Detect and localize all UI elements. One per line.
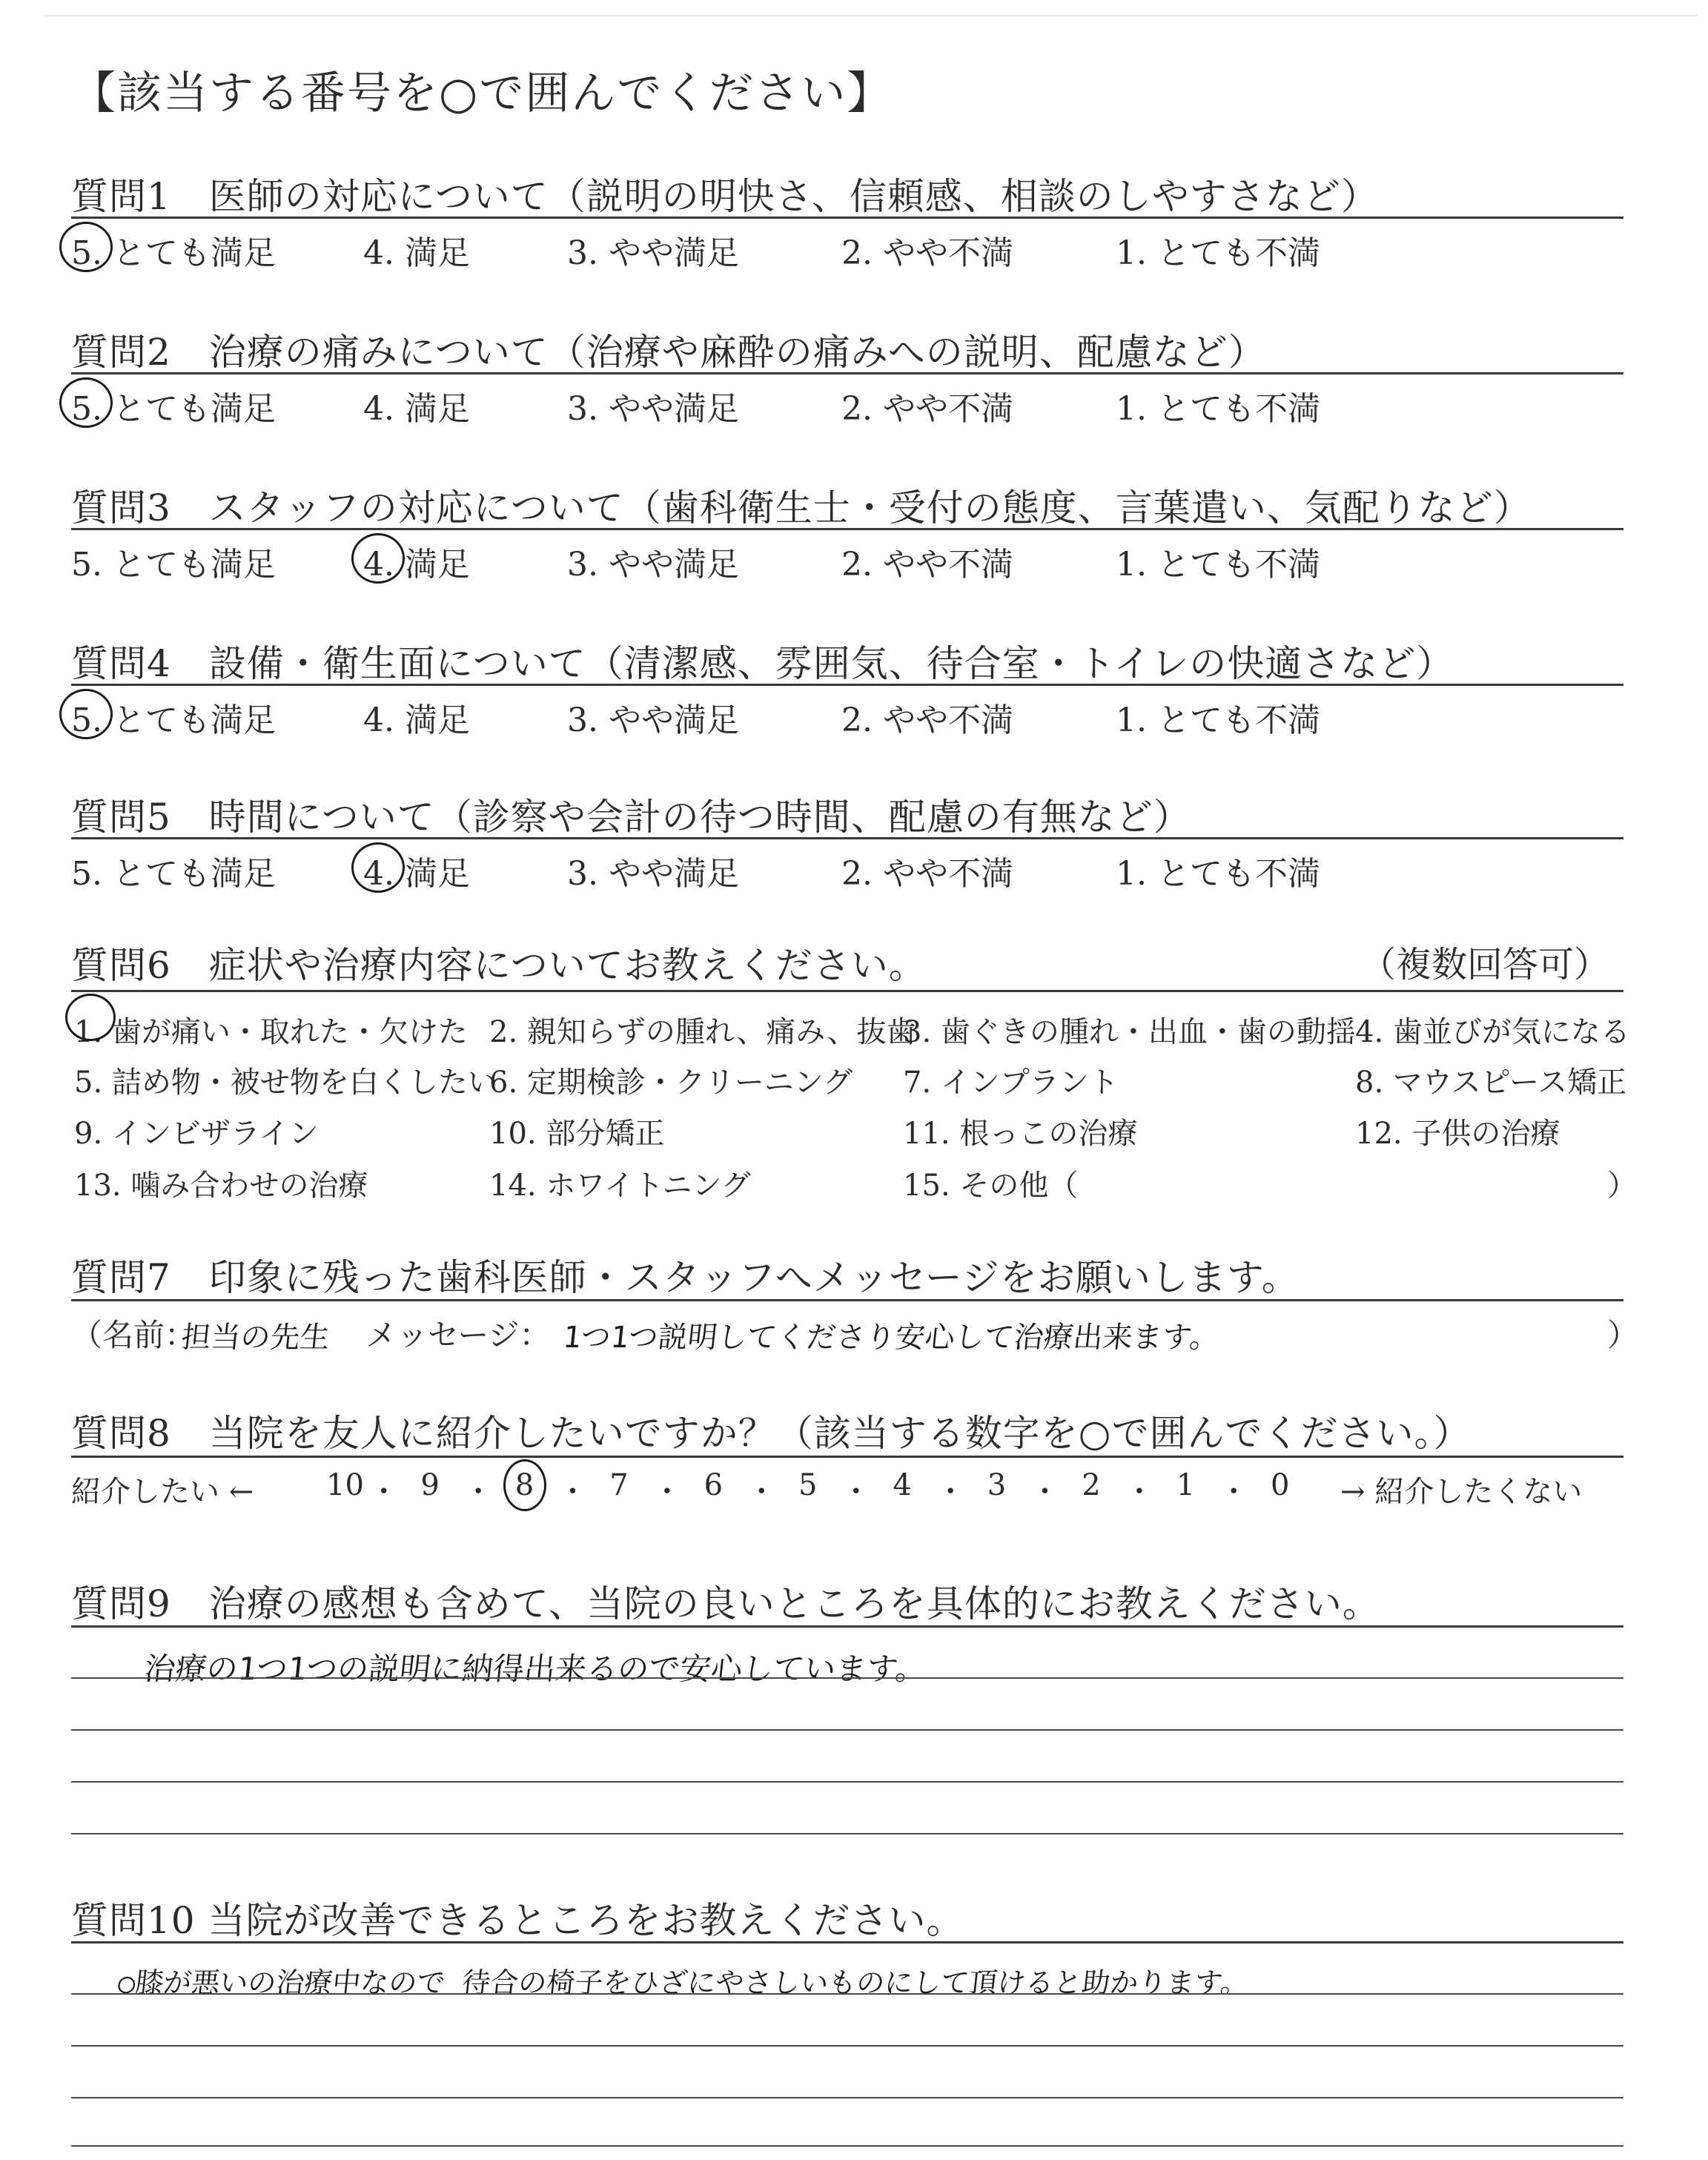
q6-option-11: 11. 根っこの治療	[903, 1117, 1138, 1151]
q6-underline	[71, 990, 1623, 992]
q2-option-3: 3. やや満足	[567, 390, 739, 428]
q10-answer-line-3	[71, 2097, 1623, 2098]
q6-option-6: 6. 定期検診・クリーニング	[489, 1066, 853, 1100]
q10-answer-line-1	[71, 1993, 1623, 1995]
q1-option-4: 4. 満足	[363, 234, 470, 272]
q5-option-5: 5. とても満足	[71, 855, 276, 893]
q8-separator-3: ・	[557, 1475, 588, 1509]
q9-answer-handwritten: 治療の1つ1つの説明に納得出来るので安心しています。	[142, 1651, 929, 1687]
q10-title: 質問10 当院が改善できるところをお教えください。	[71, 1899, 964, 1942]
q6-title: 質問6 症状や治療内容についてお教えください。	[71, 944, 927, 987]
q6-option-8: 8. マウスピース矯正	[1355, 1066, 1627, 1100]
q8-separator-8: ・	[1030, 1475, 1060, 1509]
q6-option-5: 5. 詰め物・被せ物を白くしたい	[74, 1066, 497, 1100]
q8-scale-9: 9	[420, 1468, 440, 1502]
q2-option-5: 5. とても満足	[71, 390, 276, 428]
q6-option-10: 10. 部分矯正	[489, 1117, 665, 1151]
q9-answer-line-4	[71, 1833, 1623, 1834]
q3-selection-circle	[351, 533, 405, 584]
q1-option-3: 3. やや満足	[567, 234, 739, 272]
q6-option-12: 12. 子供の治療	[1355, 1117, 1560, 1151]
q8-right-label: → 紹介したくない	[1340, 1475, 1583, 1509]
q6-option-9: 9. インビザライン	[74, 1117, 319, 1151]
q6-option-2: 2. 親知らずの腫れ、痛み、抜歯	[489, 1015, 916, 1049]
q1-title: 質問1 医師の対応について（説明の明快さ、信頼感、相談のしやすさなど）	[71, 175, 1379, 218]
q2-selection-circle	[59, 377, 113, 428]
q7-underline	[71, 1299, 1623, 1301]
q10-answer-line-2	[71, 2045, 1623, 2047]
q7-message-label: メッセージ：	[365, 1317, 551, 1353]
q8-separator-1: ・	[368, 1475, 399, 1509]
instruction-header: 【該当する番号を○で囲んでください】	[71, 67, 893, 119]
q6-other-close-paren: ）	[1607, 1169, 1637, 1203]
q8-left-label: 紹介したい ←	[71, 1475, 254, 1509]
q1-selection-circle	[59, 222, 113, 272]
q4-selection-circle	[59, 689, 113, 739]
q5-title: 質問5 時間について（診察や会計の待つ時間、配慮の有無など）	[71, 796, 1191, 839]
q8-underline	[71, 1456, 1623, 1458]
q8-scale-6: 6	[704, 1468, 724, 1502]
q6-option-4: 4. 歯並びが気になる	[1355, 1015, 1630, 1049]
q7-name-label: （名前：	[71, 1317, 196, 1353]
q6-option-1: 1. 歯が痛い・取れた・欠けた	[74, 1015, 468, 1049]
q5-option-4: 4. 満足	[363, 855, 470, 893]
q8-separator-6: ・	[841, 1475, 871, 1509]
q6-option-3: 3. 歯ぐきの腫れ・出血・歯の動揺	[903, 1015, 1356, 1049]
q8-scale-0: 0	[1271, 1468, 1290, 1502]
q6-option-14: 14. ホワイトニング	[489, 1169, 751, 1203]
q8-separator-10: ・	[1219, 1475, 1249, 1509]
q1-underline	[71, 217, 1623, 219]
q6-option-7: 7. インプラント	[903, 1066, 1119, 1100]
q3-underline	[71, 528, 1623, 530]
q2-underline	[71, 372, 1623, 374]
q5-selection-circle	[351, 842, 405, 893]
q8-scale-8: 8	[514, 1468, 534, 1502]
q8-scale-2: 2	[1082, 1468, 1101, 1502]
q5-option-3: 3. やや満足	[567, 855, 739, 893]
q9-answer-line-1	[71, 1677, 1623, 1679]
q3-option-2: 2. やや不満	[841, 546, 1013, 584]
q7-title: 質問7 印象に残った歯科医師・スタッフへメッセージをお願いします。	[71, 1256, 1300, 1299]
q2-title: 質問2 治療の痛みについて（治療や麻酔の痛みへの説明、配慮など）	[71, 331, 1266, 374]
q9-answer-line-2	[71, 1729, 1623, 1731]
q8-separator-2: ・	[463, 1475, 494, 1509]
q10-answer-handwritten: ○膝が悪いの治療中なので 待合の椅子をひざにやさしいものにして頂けると助かります。	[116, 1966, 1251, 1999]
q8-scale-10: 10	[326, 1468, 364, 1502]
q9-title: 質問9 治療の感想も含めて、当院の良いところを具体的にお教えください。	[71, 1582, 1380, 1625]
q1-option-5: 5. とても満足	[71, 234, 276, 272]
q10-answer-line-4	[71, 2145, 1623, 2147]
q8-separator-5: ・	[747, 1475, 777, 1509]
q6-option-15: 15. その他（	[903, 1169, 1079, 1203]
q8-scale-4: 4	[893, 1468, 912, 1502]
q8-separator-4: ・	[652, 1475, 682, 1509]
q3-option-3: 3. やや満足	[567, 546, 739, 584]
q6-selection-circle	[65, 994, 116, 1041]
q2-option-2: 2. やや不満	[841, 390, 1013, 428]
q7-message-handwritten: 1つ1つ説明してくださり安心して治療出来ます。	[561, 1321, 1222, 1355]
q4-option-1: 1. とても不満	[1116, 701, 1320, 739]
q4-title: 質問4 設備・衛生面について（清潔感、雰囲気、待合室・トイレの快適さなど）	[71, 642, 1454, 685]
q3-option-5: 5. とても満足	[71, 546, 276, 584]
q4-option-2: 2. やや不満	[841, 701, 1013, 739]
q10-underline	[71, 1941, 1623, 1943]
q1-option-2: 2. やや不満	[841, 234, 1013, 272]
q9-underline	[71, 1625, 1623, 1628]
q8-scale-3: 3	[987, 1468, 1007, 1502]
q4-option-3: 3. やや満足	[567, 701, 739, 739]
q8-scale-5: 5	[798, 1468, 818, 1502]
q3-option-1: 1. とても不満	[1116, 546, 1320, 584]
q5-option-2: 2. やや不満	[841, 855, 1013, 893]
q5-underline	[71, 837, 1623, 839]
q7-name-handwritten: 担当の先生	[179, 1321, 332, 1355]
q6-multiple-note: （複数回答可）	[1360, 944, 1610, 985]
q3-title: 質問3 スタッフの対応について（歯科衛生士・受付の態度、言葉遣い、気配りなど）	[71, 486, 1532, 529]
q4-underline	[71, 684, 1623, 686]
q8-selection-circle	[503, 1459, 546, 1511]
q4-option-4: 4. 満足	[363, 701, 470, 739]
q8-scale-7: 7	[609, 1468, 629, 1502]
q9-answer-line-3	[71, 1781, 1623, 1783]
q5-option-1: 1. とても不満	[1116, 855, 1320, 893]
q1-option-1: 1. とても不満	[1116, 234, 1320, 272]
q2-option-1: 1. とても不満	[1116, 390, 1320, 428]
q8-scale-1: 1	[1176, 1468, 1196, 1502]
q4-option-5: 5. とても満足	[71, 701, 276, 739]
q6-option-13: 13. 噛み合わせの治療	[74, 1169, 368, 1203]
q3-option-4: 4. 満足	[363, 546, 470, 584]
q2-option-4: 4. 満足	[363, 390, 470, 428]
q8-title: 質問8 当院を友人に紹介したいですか？（該当する数字を○で囲んでください。）	[71, 1412, 1472, 1455]
q7-close-paren: ）	[1607, 1317, 1639, 1353]
q8-separator-7: ・	[936, 1475, 966, 1509]
q8-separator-9: ・	[1124, 1475, 1154, 1509]
